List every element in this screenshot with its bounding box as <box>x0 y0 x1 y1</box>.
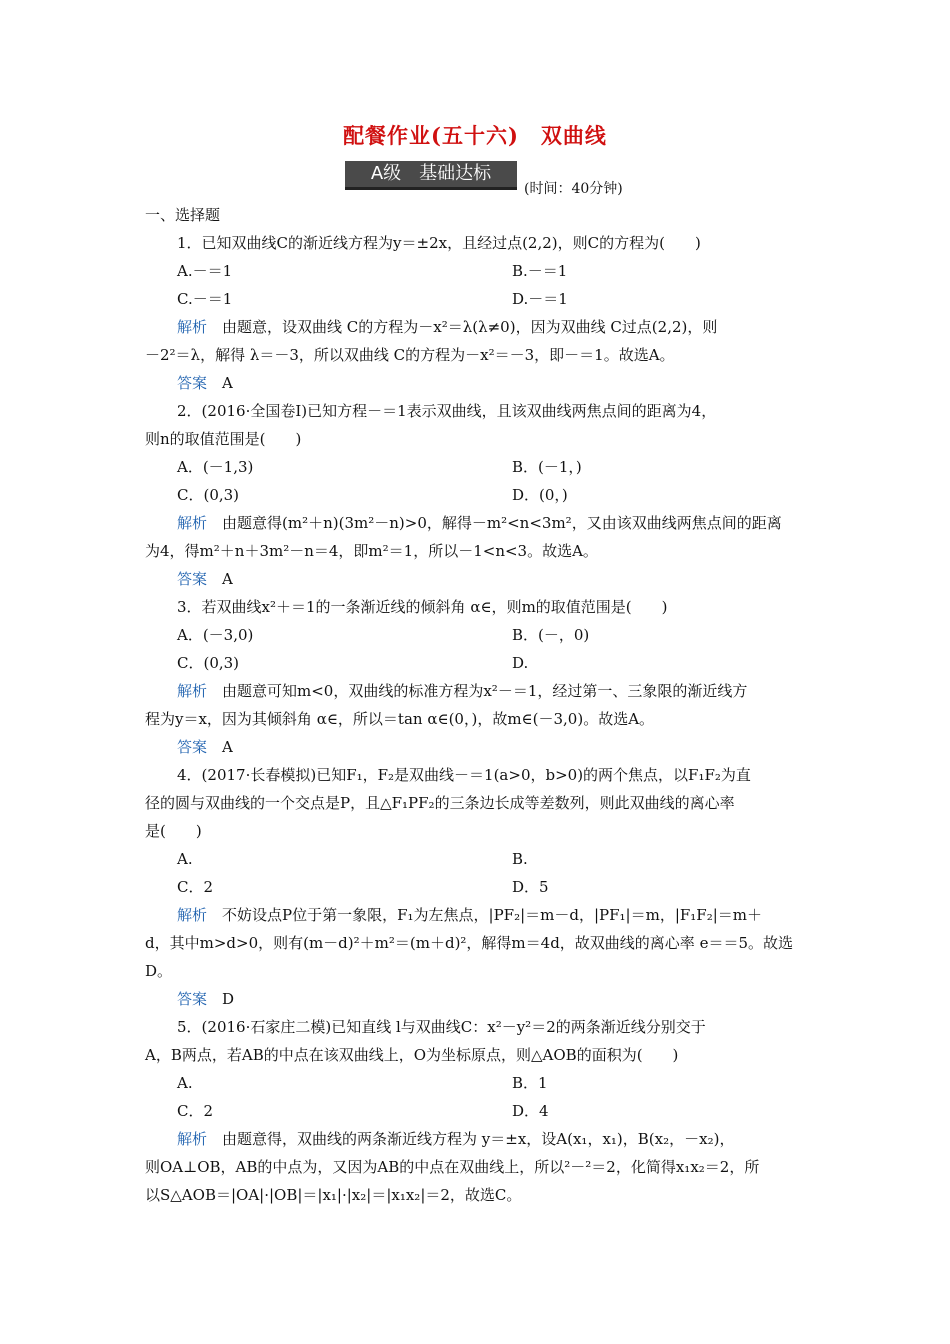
q4-analysis-line-2: d，其中m>d>0，则有(m－d)²＋m²＝(m＋d)²，解得m＝4d，故双曲线的离心率 e＝＝5。故选 <box>145 934 793 952</box>
answer-label: 答案 <box>177 374 208 392</box>
analysis-text: 由题意得(m²＋n)(3m²－n)>0，解得－m²<n<3m²，又由该双曲线两焦点间的距离 <box>207 514 782 532</box>
q1-option-b: B.－＝1 <box>512 262 568 280</box>
q1-analysis-line-2: －2²＝λ，解得 λ＝－3，所以双曲线 C的方程为－x²＝－3，即－＝1。故选A。 <box>145 346 675 364</box>
analysis-text: 由题意得，双曲线的两条渐近线方程为 y＝±x，设A(x₁，x₁)，B(x₂，－x₂)， <box>207 1130 735 1148</box>
analysis-text: 不妨设点P位于第一象限，F₁为左焦点，|PF₂|＝m－d，|PF₁|＝m，|F₁F₂|＝m＋ <box>207 906 762 924</box>
question-1-stem: 1．已知双曲线C的渐近线方程为y＝±2x，且经过点(2,2)，则C的方程为( ) <box>177 234 701 252</box>
q2-analysis-line-2: 为4，得m²＋n＋3m²－n＝4，即m²＝1，所以－1<n<3。故选A。 <box>145 542 598 560</box>
q2-option-d: D．(0，) <box>512 486 568 504</box>
q3-analysis-line-1 <box>177 681 747 701</box>
question-4-stem-line-2: 径的圆与双曲线的一个交点是P，且△F₁PF₂的三条边长成等差数列，则此双曲线的离心率 <box>145 794 735 812</box>
question-3-stem: 3．若双曲线x²＋＝1的一条渐近线的倾斜角 α∈，则m的取值范围是( ) <box>177 598 668 616</box>
q4-option-d: D．5 <box>512 878 549 896</box>
q1-option-d: D.－＝1 <box>512 290 568 308</box>
answer-value: D <box>207 990 235 1008</box>
q5-analysis-line-1 <box>177 1129 734 1149</box>
q3-answer <box>177 737 233 757</box>
question-5-stem-line-1: 5．(2016·石家庄二模)已知直线 l与双曲线C：x²－y²＝2的两条渐近线分别交于 <box>177 1018 706 1036</box>
q3-option-d: D. <box>512 654 529 672</box>
q4-answer <box>177 989 234 1009</box>
analysis-text: 由题意，设双曲线 C的方程为－x²＝λ(λ≠0)，因为双曲线 C过点(2,2)，则 <box>207 318 718 336</box>
q2-option-a: A．(－1,3) <box>177 458 254 476</box>
q2-answer <box>177 569 233 589</box>
answer-value: A <box>207 374 233 392</box>
q1-analysis-line-1 <box>177 317 717 337</box>
time-note: (时间：40分钟) <box>524 181 623 197</box>
section-heading: 一、选择题 <box>145 206 221 224</box>
q1-answer <box>177 373 233 393</box>
answer-label: 答案 <box>177 990 208 1008</box>
q5-option-d: D．4 <box>512 1102 549 1120</box>
q2-option-c: C．(0,3) <box>177 486 240 504</box>
answer-label: 答案 <box>177 738 208 756</box>
answer-value: A <box>207 570 233 588</box>
question-5-stem-line-2: A，B两点，若AB的中点在该双曲线上，O为坐标原点，则△AOB的面积为( ) <box>145 1046 679 1064</box>
q4-option-b: B. <box>512 850 528 868</box>
analysis-label: 解析 <box>177 682 208 700</box>
q4-option-c: C．2 <box>177 878 214 896</box>
question-4-stem-line-3: 是( ) <box>145 822 202 840</box>
q4-option-a: A. <box>177 850 193 868</box>
q5-analysis-line-3: 以S△AOB＝|OA|·|OB|＝|x₁|·|x₂|＝|x₁x₂|＝2，故选C。 <box>145 1186 522 1204</box>
q5-option-b: B．1 <box>512 1074 548 1092</box>
analysis-label: 解析 <box>177 1130 208 1148</box>
answer-label: 答案 <box>177 570 208 588</box>
answer-value: A <box>207 738 233 756</box>
q4-analysis-line-3: D。 <box>145 962 173 980</box>
q4-analysis-line-1 <box>177 905 762 925</box>
q2-option-b: B．(－1，) <box>512 458 582 476</box>
q1-option-c: C.－＝1 <box>177 290 233 308</box>
q5-option-a: A. <box>177 1074 193 1092</box>
question-2-stem-line-2: 则n的取值范围是( ) <box>145 430 302 448</box>
q5-option-c: C．2 <box>177 1102 214 1120</box>
q3-option-b: B．(－，0) <box>512 626 590 644</box>
question-4-stem-line-1: 4．(2017·长春模拟)已知F₁，F₂是双曲线－＝1(a>0，b>0)的两个焦点，以F₁F₂为直 <box>177 766 751 784</box>
level-badge: A级 基础达标 <box>345 161 517 190</box>
analysis-text: 由题意可知m<0，双曲线的标准方程为x²－＝1，经过第一、三象限的渐近线方 <box>207 682 748 700</box>
analysis-label: 解析 <box>177 906 208 924</box>
question-2-stem-line-1: 2．(2016·全国卷Ⅰ)已知方程－＝1表示双曲线，且该双曲线两焦点间的距离为4， <box>177 402 717 420</box>
q3-option-a: A．(－3,0) <box>177 626 254 644</box>
q3-option-c: C．(0,3) <box>177 654 240 672</box>
q3-analysis-line-2: 程为y＝x，因为其倾斜角 α∈，所以＝tan α∈(0，)，故m∈(－3,0)。故选A。 <box>145 710 655 728</box>
q5-analysis-line-2: 则OA⊥OB，AB的中点为，又因为AB的中点在双曲线上，所以²－²＝2，化简得x₁x₂＝2，所 <box>145 1158 760 1176</box>
q2-analysis-line-1 <box>177 513 782 533</box>
q1-option-a: A.－＝1 <box>177 262 233 280</box>
analysis-label: 解析 <box>177 514 208 532</box>
page-title: 配餐作业(五十六) 双曲线 <box>343 123 607 148</box>
analysis-label: 解析 <box>177 318 208 336</box>
